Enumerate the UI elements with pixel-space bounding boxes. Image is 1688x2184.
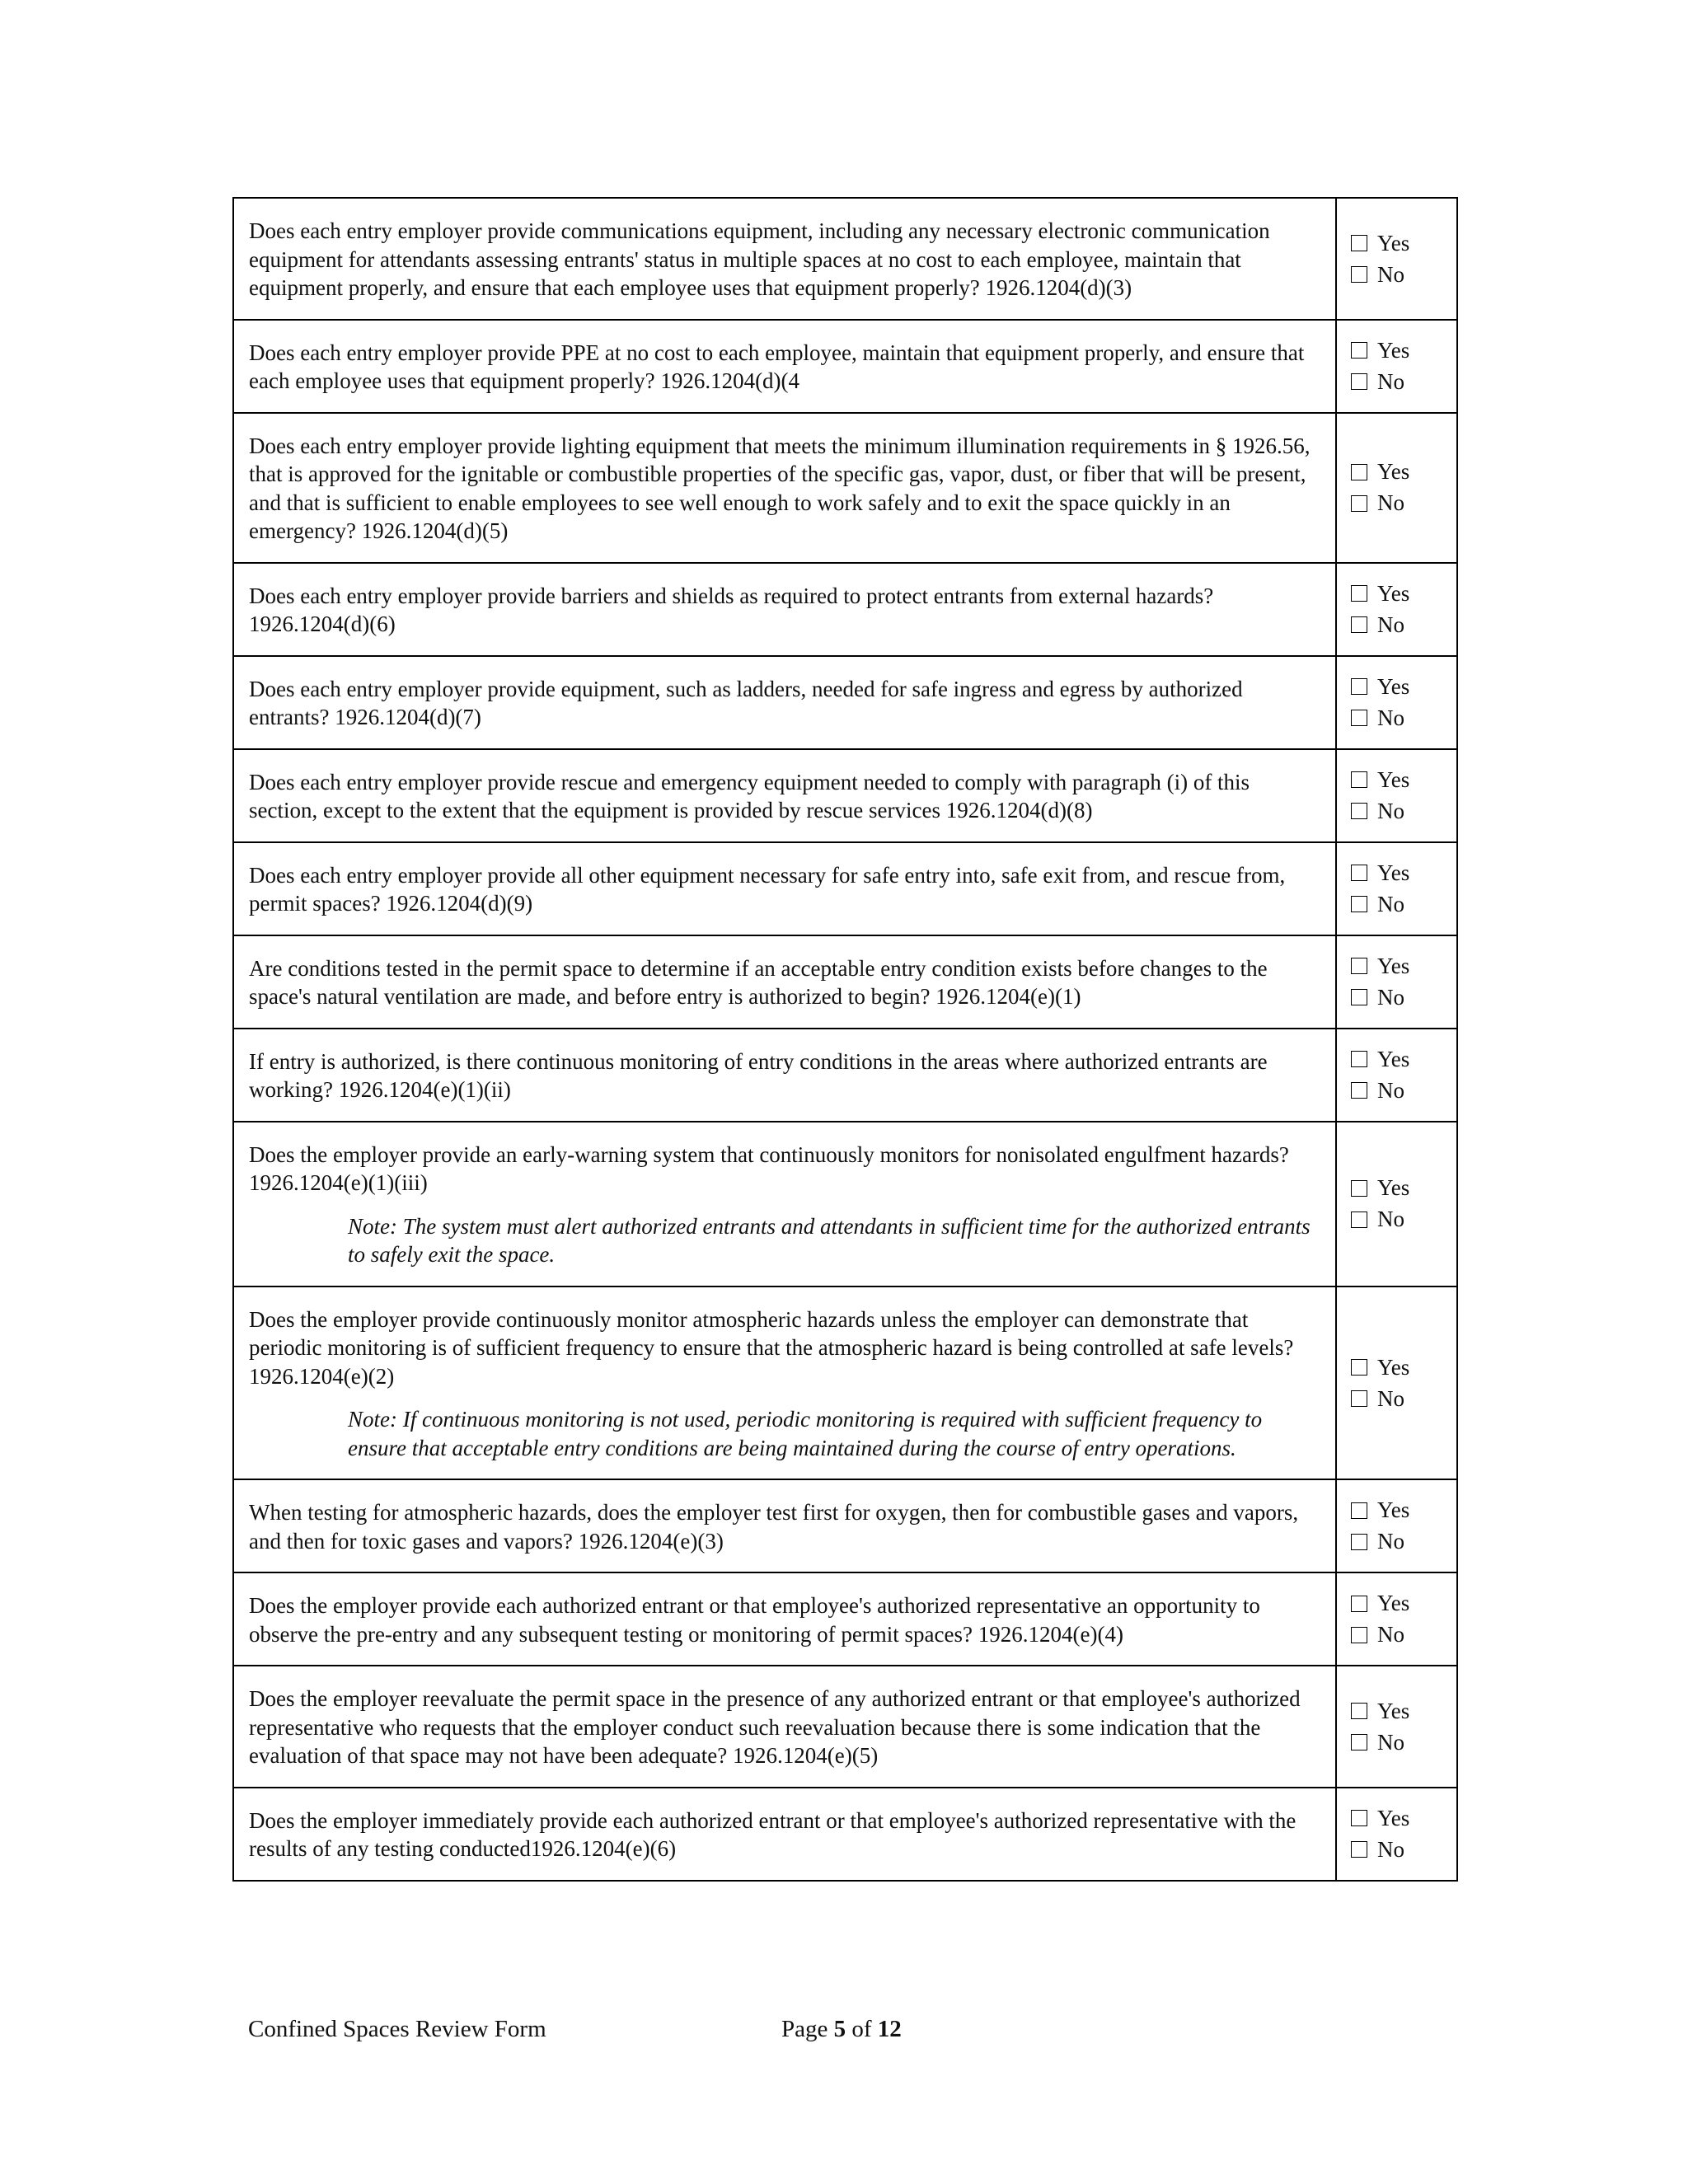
yes-label: Yes (1377, 860, 1410, 885)
no-label: No (1377, 705, 1404, 730)
yes-checkbox[interactable] (1351, 1180, 1367, 1197)
yes-option[interactable] (1351, 764, 1456, 795)
question-cell (233, 935, 1336, 1029)
yes-label: Yes (1377, 1354, 1410, 1380)
yes-label: Yes (1377, 1591, 1410, 1616)
answer-cell (1336, 935, 1457, 1029)
answer-cell (1336, 198, 1457, 320)
no-option[interactable] (1351, 888, 1456, 920)
answer-cell (1336, 1788, 1457, 1881)
yes-option[interactable] (1351, 857, 1456, 888)
question-text: Does each entry employer provide rescue and emergency equipment needed to comply with paragraph (i) of this section, except to the extent that the equipment is provided by rescue services 1926.1204(d)(8) (249, 769, 1250, 823)
no-option[interactable] (1351, 609, 1456, 640)
no-label: No (1377, 891, 1404, 916)
question-cell (233, 1122, 1336, 1286)
answer-cell (1336, 1572, 1457, 1666)
question-cell (233, 842, 1336, 935)
answer-cell (1336, 656, 1457, 749)
yes-checkbox[interactable] (1351, 771, 1367, 788)
checklist-row (233, 413, 1457, 563)
answer-cell (1336, 749, 1457, 842)
yes-label: Yes (1377, 1175, 1410, 1201)
no-option[interactable] (1351, 982, 1456, 1013)
yes-label: Yes (1377, 580, 1410, 606)
yes-checkbox[interactable] (1351, 1810, 1367, 1826)
yes-option[interactable] (1351, 1173, 1456, 1204)
question-cell (233, 198, 1336, 320)
yes-option[interactable] (1351, 457, 1456, 488)
yes-option[interactable] (1351, 1802, 1456, 1834)
yes-checkbox[interactable] (1351, 1703, 1367, 1719)
question-note: Note: The system must alert authorized entrants and attendants in sufficient time for the authorized entrants to safely exit the space. (348, 1213, 1311, 1267)
yes-checkbox[interactable] (1351, 865, 1367, 881)
no-checkbox[interactable] (1351, 1841, 1367, 1858)
no-checkbox[interactable] (1351, 373, 1367, 390)
yes-option[interactable] (1351, 1695, 1456, 1727)
yes-label: Yes (1377, 766, 1410, 792)
checklist-row (233, 1029, 1457, 1122)
no-option[interactable] (1351, 702, 1456, 733)
question-text: Does each entry employer provide lighting equipment that meets the minimum illumination requirements in § 1926.56, that is approved for the ignitable or combustible properties of the specific gas, vapor, dust, or fiber that will be present, and that is sufficient to enable employees to see well enough to work safely and to exit the space quickly in an emergency? 1926.1204(d)(5) (249, 433, 1311, 543)
question-cell (233, 320, 1336, 413)
no-option[interactable] (1351, 259, 1456, 290)
question-cell (233, 1029, 1336, 1122)
no-checkbox[interactable] (1351, 1390, 1367, 1407)
yes-label: Yes (1377, 1805, 1410, 1830)
yes-checkbox[interactable] (1351, 464, 1367, 480)
yes-option[interactable] (1351, 950, 1456, 982)
no-checkbox[interactable] (1351, 1734, 1367, 1750)
question-cell (233, 1286, 1336, 1480)
no-option[interactable] (1351, 1383, 1456, 1414)
no-label: No (1377, 261, 1404, 287)
yes-checkbox[interactable] (1351, 235, 1367, 251)
no-label: No (1377, 1385, 1404, 1411)
no-checkbox[interactable] (1351, 616, 1367, 633)
answer-cell (1336, 1479, 1457, 1572)
no-label: No (1377, 1207, 1404, 1232)
no-label: No (1377, 1529, 1404, 1554)
footer-form-name: Confined Spaces Review Form (248, 2016, 546, 2042)
question-cell (233, 563, 1336, 656)
answer-cell (1336, 563, 1457, 656)
question-text: If entry is authorized, is there continuous monitoring of entry conditions in the areas where authorized entrants are working? 1926.1204(e)(1)(ii) (249, 1048, 1268, 1102)
no-label: No (1377, 612, 1404, 637)
answer-cell (1336, 1286, 1457, 1480)
yes-label: Yes (1377, 953, 1410, 978)
no-option[interactable] (1351, 1526, 1456, 1558)
no-label: No (1377, 490, 1404, 516)
question-cell (233, 656, 1336, 749)
question-note: Note: If continuous monitoring is not used, periodic monitoring is required with sufficient frequency to ensure that acceptable entry conditions are being maintained during the course of entry operations. (348, 1407, 1263, 1460)
no-label: No (1377, 1729, 1404, 1755)
no-option[interactable] (1351, 1204, 1456, 1235)
no-checkbox[interactable] (1351, 266, 1367, 283)
no-option[interactable] (1351, 795, 1456, 827)
no-label: No (1377, 1836, 1404, 1862)
yes-option[interactable] (1351, 1495, 1456, 1526)
answer-cell (1336, 842, 1457, 935)
question-text: Does the employer reevaluate the permit space in the presence of any authorized entrant or that employee's authorized representative who requests that the employer conduct such reevaluation because there is some indication that the evaluation of that space may not have been adequate? 1926.1204(e)(5) (249, 1686, 1301, 1768)
question-text: Does each entry employer provide all other equipment necessary for safe entry into, safe exit from, and rescue from, permit spaces? 1926.1204(d)(9) (249, 862, 1286, 916)
no-option[interactable] (1351, 366, 1456, 397)
question-text: Does the employer provide an early-warning system that continuously monitors for nonisolated engulfment hazards? 1926.1204(e)(1)(iii) (249, 1141, 1289, 1195)
no-checkbox[interactable] (1351, 896, 1367, 912)
no-label: No (1377, 368, 1404, 394)
checklist-row (233, 935, 1457, 1029)
footer-page-number (781, 2016, 902, 2043)
no-checkbox[interactable] (1351, 1534, 1367, 1550)
answer-cell (1336, 320, 1457, 413)
question-cell (233, 1666, 1336, 1788)
no-option[interactable] (1351, 1727, 1456, 1758)
no-checkbox[interactable] (1351, 803, 1367, 819)
yes-label: Yes (1377, 1046, 1410, 1071)
no-checkbox[interactable] (1351, 1627, 1367, 1643)
yes-checkbox[interactable] (1351, 585, 1367, 602)
yes-checkbox[interactable] (1351, 678, 1367, 695)
checklist-row (233, 749, 1457, 842)
yes-option[interactable] (1351, 227, 1456, 259)
yes-checkbox[interactable] (1351, 1359, 1367, 1376)
checklist-row (233, 1479, 1457, 1572)
answer-cell (1336, 1122, 1457, 1286)
yes-label: Yes (1377, 230, 1410, 255)
yes-option[interactable] (1351, 671, 1456, 702)
page-current: 5 (833, 2016, 846, 2042)
checklist-row (233, 1286, 1457, 1480)
question-cell (233, 1479, 1336, 1572)
answer-cell (1336, 1029, 1457, 1122)
question-text: Does each entry employer provide PPE at no cost to each employee, maintain that equipment properly, and ensure that each employee uses that equipment properly? 1926.1204(d)(4 (249, 340, 1305, 393)
question-cell (233, 413, 1336, 563)
page-of: of (851, 2016, 872, 2042)
no-checkbox[interactable] (1351, 1082, 1367, 1099)
checklist-row (233, 1572, 1457, 1666)
answer-cell (1336, 413, 1457, 563)
yes-option[interactable] (1351, 1043, 1456, 1075)
question-text: Are conditions tested in the permit space to determine if an acceptable entry condition exists before changes to the space's natural ventilation are made, and before entry is authorized to begin? 1926.1204(e)(1) (249, 955, 1268, 1009)
question-text: Does the employer immediately provide each authorized entrant or that employee's authorized representative with the results of any testing conducted1926.1204(e)(6) (249, 1807, 1296, 1861)
no-label: No (1377, 1077, 1404, 1103)
question-cell (233, 1572, 1336, 1666)
yes-option[interactable] (1351, 1352, 1456, 1383)
yes-checkbox[interactable] (1351, 958, 1367, 974)
no-label: No (1377, 798, 1404, 823)
no-checkbox[interactable] (1351, 989, 1367, 1005)
question-text: Does each entry employer provide equipment, such as ladders, needed for safe ingress and egress by authorized entrants? 1926.1204(d)(7) (249, 676, 1243, 729)
no-option[interactable] (1351, 1075, 1456, 1106)
answer-cell (1336, 1666, 1457, 1788)
yes-checkbox[interactable] (1351, 1502, 1367, 1519)
no-option[interactable] (1351, 488, 1456, 519)
page-word: Page (781, 2016, 828, 2042)
yes-checkbox[interactable] (1351, 1051, 1367, 1067)
no-option[interactable] (1351, 1834, 1456, 1865)
question-text: Does the employer provide each authorized entrant or that employee's authorized representative an opportunity to observe the pre-entry and any subsequent testing or monitoring of permit spaces? 1926.1204(e)(4) (249, 1593, 1260, 1647)
no-checkbox[interactable] (1351, 710, 1367, 726)
question-text: Does the employer provide continuously monitor atmospheric hazards unless the employer can demonstrate that periodic monitoring is of sufficient frequency to ensure that the atmospheric hazard is being controlled at safe levels? 1926.1204(e)(2) (249, 1306, 1294, 1389)
checklist-row (233, 1122, 1457, 1286)
checklist-row (233, 1666, 1457, 1788)
yes-label: Yes (1377, 1698, 1410, 1723)
yes-label: Yes (1377, 459, 1410, 485)
checklist-table (232, 197, 1458, 1882)
yes-checkbox[interactable] (1351, 342, 1367, 359)
page-total: 12 (877, 2016, 902, 2042)
yes-label: Yes (1377, 337, 1410, 363)
checklist-row (233, 563, 1457, 656)
yes-checkbox[interactable] (1351, 1596, 1367, 1612)
checklist-body (233, 198, 1457, 1881)
yes-option[interactable] (1351, 578, 1456, 609)
no-option[interactable] (1351, 1619, 1456, 1651)
checklist-row (233, 1788, 1457, 1881)
no-label: No (1377, 1622, 1404, 1647)
question-cell (233, 1788, 1336, 1881)
yes-label: Yes (1377, 1497, 1410, 1523)
question-cell (233, 749, 1336, 842)
checklist-row (233, 842, 1457, 935)
no-checkbox[interactable] (1351, 495, 1367, 512)
checklist-row (233, 656, 1457, 749)
yes-option[interactable] (1351, 1588, 1456, 1619)
checklist-row (233, 320, 1457, 413)
no-label: No (1377, 984, 1404, 1010)
question-text: Does each entry employer provide barriers and shields as required to protect entrants from external hazards? 1926.1204(d)(6) (249, 583, 1214, 636)
yes-label: Yes (1377, 673, 1410, 699)
no-checkbox[interactable] (1351, 1212, 1367, 1228)
checklist-row (233, 198, 1457, 320)
yes-option[interactable] (1351, 335, 1456, 366)
question-text: When testing for atmospheric hazards, does the employer test first for oxygen, then for combustible gases and vapors, and then for toxic gases and vapors? 1926.1204(e)(3) (249, 1500, 1299, 1554)
question-text: Does each entry employer provide communications equipment, including any necessary electronic communication equipment for attendants assessing entrants' status in multiple spaces at no cost to each employee, maintain that equipment properly, and ensure that each employee uses that equipment properly? 1926.1204(d)(3) (249, 218, 1270, 300)
